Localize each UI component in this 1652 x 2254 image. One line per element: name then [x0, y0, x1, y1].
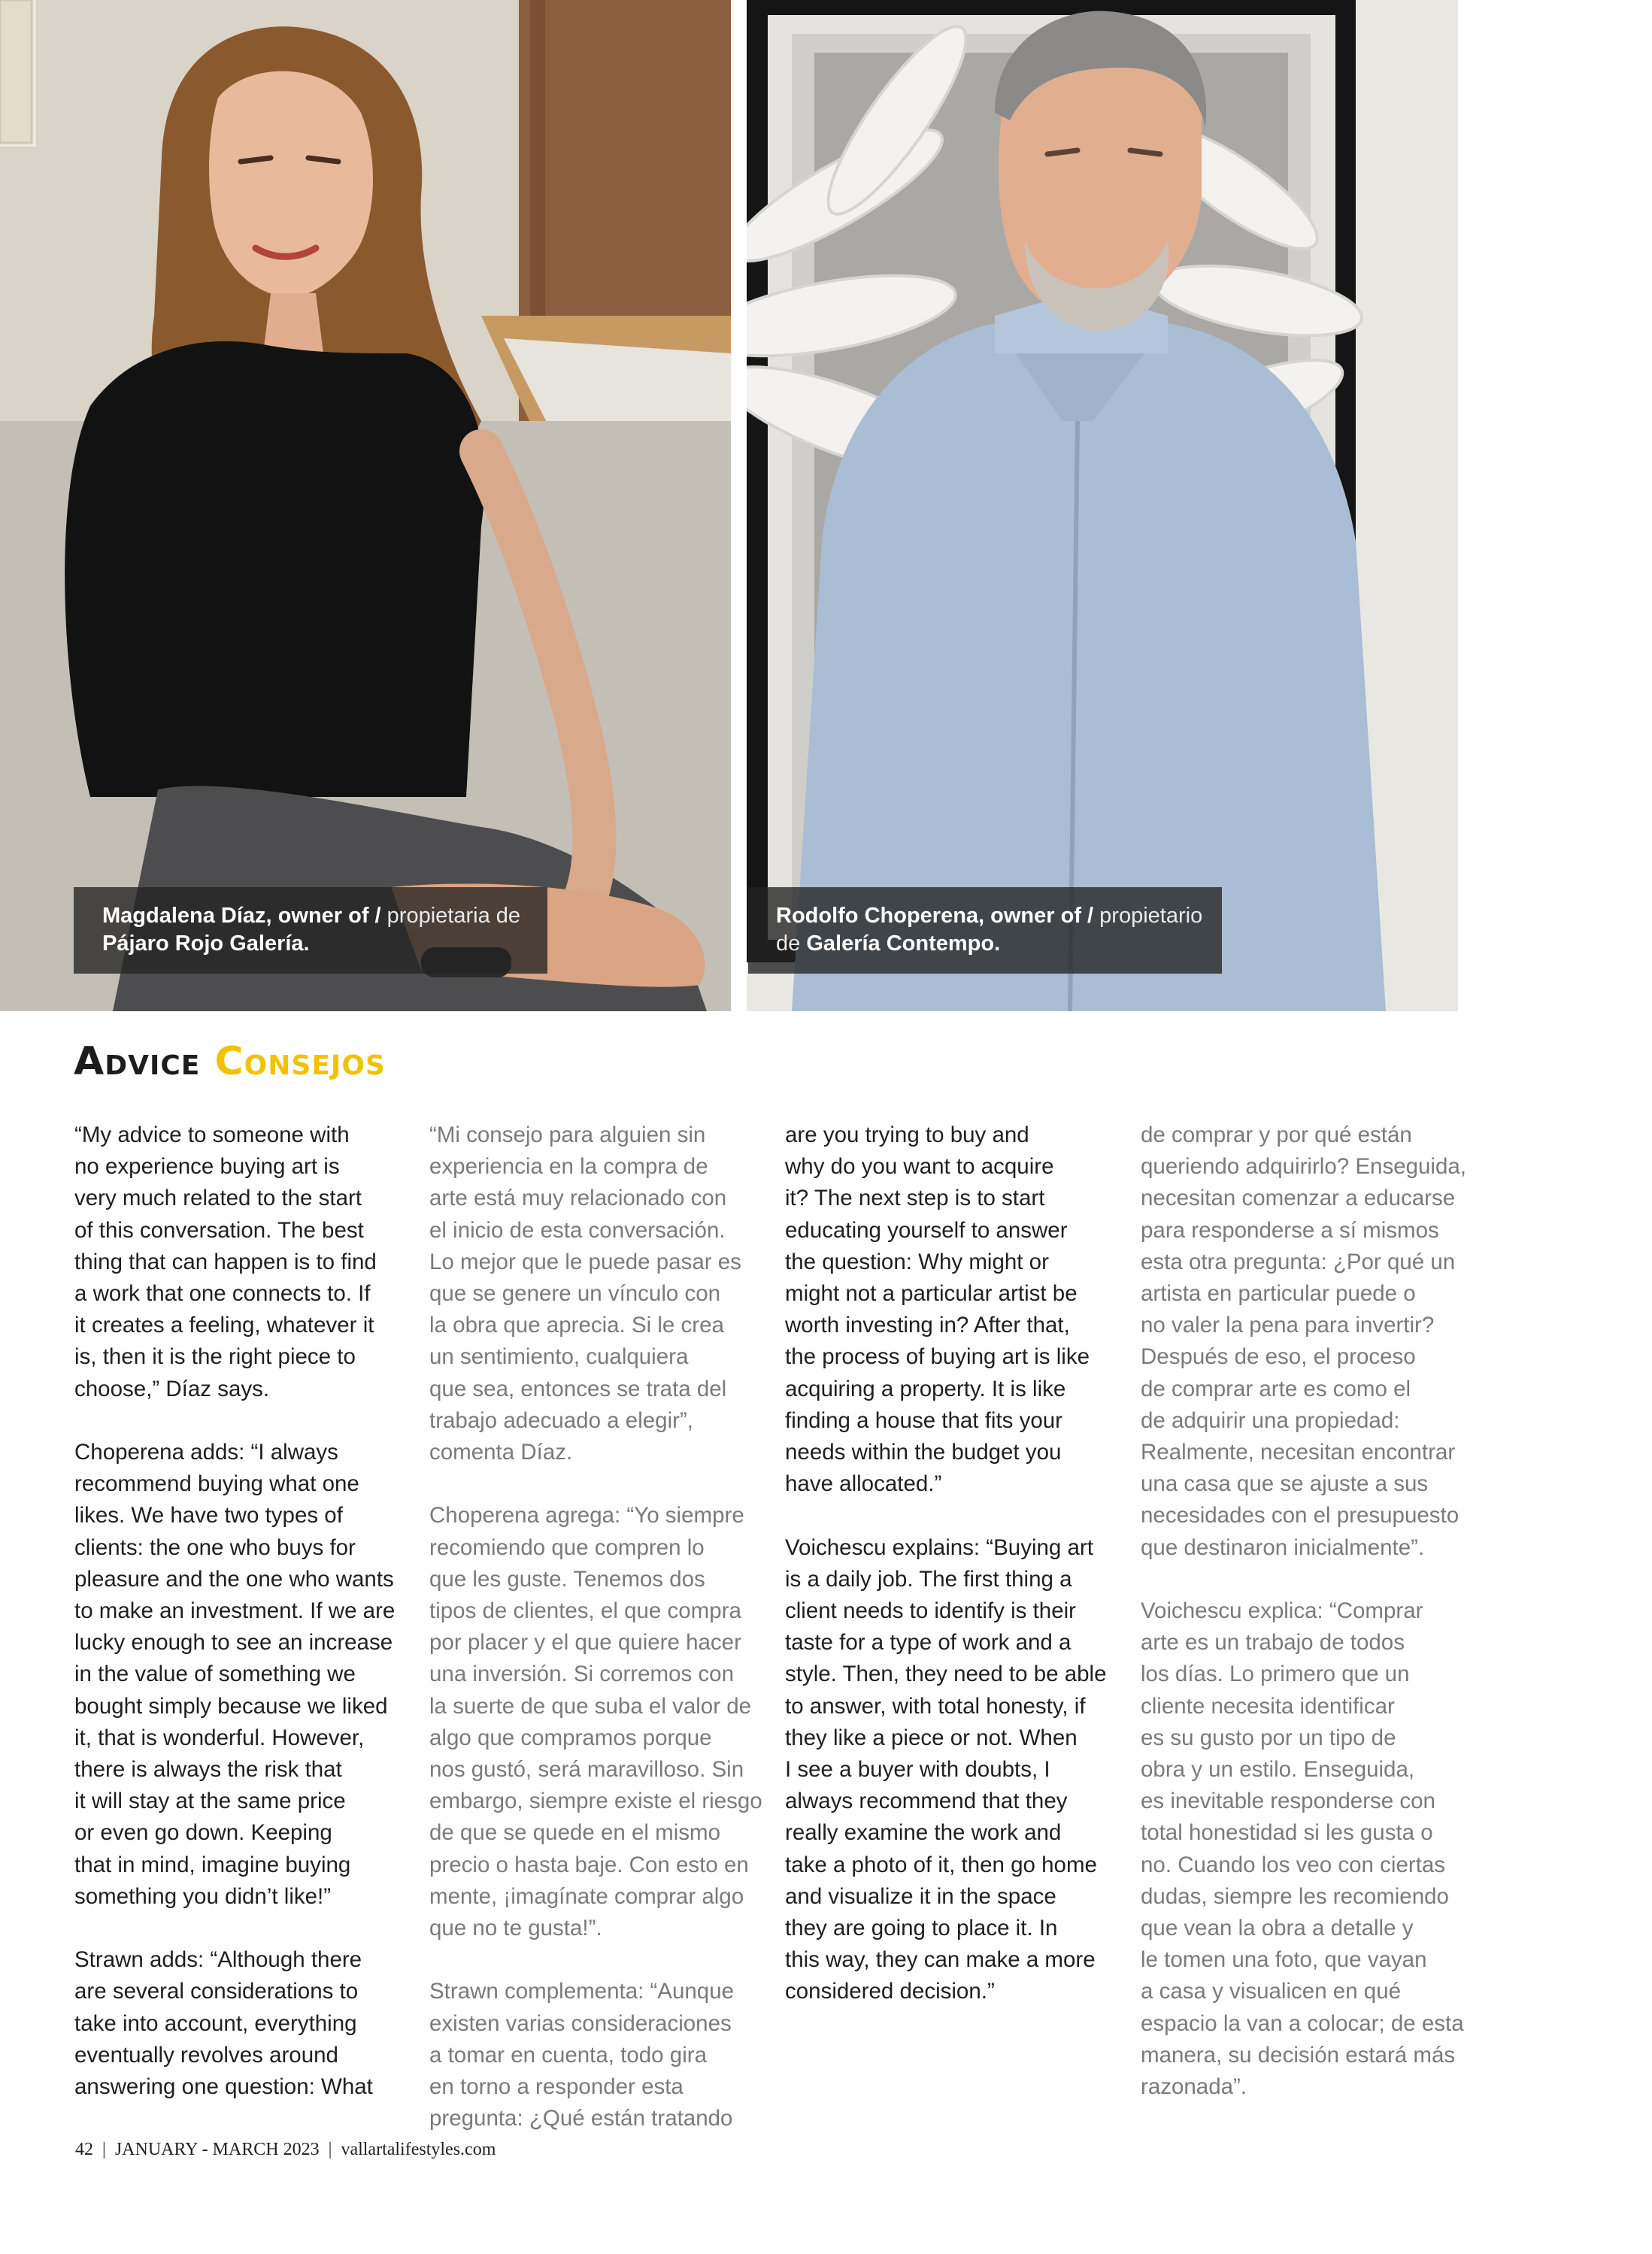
section-heading: [74, 1035, 386, 1088]
portrait-woman-illustration: [0, 0, 731, 1011]
photo-magdalena-diaz: [0, 0, 731, 1011]
footer-separator: |: [102, 2140, 106, 2159]
caption-right-es-prefix: de: [776, 932, 807, 956]
website-link[interactable]: vallartalifestyles.com: [341, 2140, 496, 2159]
article-column-2: “Mi consejo para alguien sin experiencia en la compra de arte está muy relacionado con el inicio de esta conversación. Lo mejor que le puede pasar es que se genere un vínculo con la obra que aprecia. Si le crea un sentimiento, cualquiera que sea, entonces se trata del trabajo adecuado a elegir”, comenta Díaz. Choperena agrega: “Yo siempre recomiendo que compren lo que les guste. Tenemos dos tipos de clientes, el que compra por placer y el que quiere hacer una inversión. Si corremos con la suerte de que suba el valor de algo que compramos porque nos gustó, será maravilloso. Sin embargo, siempre existe el riesgo de que se quede en el mismo precio o hasta baje. Con esto en mente, ¡imagínate comprar algo que no te gusta!”. Strawn complementa: “Aunque existen varias consideraciones a tomar en cuenta, todo gira en torno a responder esta pregunta: ¿Qué están tratando: [429, 1122, 762, 2131]
article-column-4: de comprar y por qué están queriendo adquirirlo? Enseguida, necesitan comenzar a educarse para responderse a sí mismos esta otra pregunta: ¿Por qué un artista en particular puede o no valer la pena para invertir? Después de eso, el proceso de comprar arte es como el de adquirir una propiedad: Realmente, necesitan encontrar una casa que se ajuste a sus necesidades con el presupuesto que destinaron inicialmente”. Voichescu explica: “Comprar arte es un trabajo de todos los días. Lo primero que un cliente necesita identificar es su gusto por un tipo de obra y un estilo. Enseguida, es inevitable responderse con total honestidad si les gusta o no. Cuando los veo con ciertas dudas, siempre les recomiendo que vean la obra a detalle y le tomen una foto, que vayan a casa y visualicen en qué espacio la van a colocar; de esta manera, su decisión estará más razonada”.: [1141, 1122, 1466, 2100]
page-number: 42: [75, 2140, 93, 2159]
page-footer: [75, 2140, 496, 2160]
caption-left-es: propietaria de: [386, 904, 521, 928]
footer-separator: |: [328, 2140, 332, 2159]
issue-date: JANUARY - MARCH 2023: [114, 2140, 320, 2159]
article-column-3: are you trying to buy and why do you want to acquire it? The next step is to start educating yourself to answer the question: Why might or might not a particular artist be worth investing in? After that, the process of buying art is like acquiring a property. It is like finding a house that fits your needs within the budget you have allocated.” Voichescu explains: “Buying art is a daily job. The first thing a client needs to identify is their taste for a type of work and a style. Then, they need to be able to answer, with total honesty, if they like a piece or not. When I see a buyer with doubts, I always recommend that they really examine the work and take a photo of it, then go home and visualize it in the space they are going to place it. In this way, they can make a more considered decision.”: [785, 1122, 1107, 2004]
caption-right-es: propietario: [1099, 904, 1203, 928]
article-column-1: “My advice to someone with no experience buying art is very much related to the start of this conversation. The best thing that can happen is to find a work that one connects to. If it creates a feeling, whatever it is, then it is the right piece to choose,” Díaz says. Choperena adds: “I always recommend buying what one likes. We have two types of clients: the one who buys for pleasure and the one who wants to make an investment. If we are lucky enough to see an increase in the value of something we bought simply because we liked it, that is wonderful. However, there is always the risk that it will stay at the same price or even go down. Keeping that in mind, imagine buying something you didn’t like!” Strawn adds: “Although there are several considerations to take into account, everything eventually revolves around answering one question: What: [74, 1122, 396, 2100]
heading-english: Advice: [74, 1039, 201, 1084]
caption-right: [748, 887, 1222, 974]
heading-spanish: Consejos: [214, 1039, 386, 1084]
caption-left-gallery: Pájaro Rojo Galería.: [102, 932, 310, 956]
caption-right-name: Rodolfo Choperena, owner of /: [776, 904, 1100, 928]
caption-left: [74, 887, 547, 974]
caption-right-gallery: Galería Contempo.: [806, 932, 1001, 956]
caption-left-name: Magdalena Díaz, owner of /: [102, 904, 387, 928]
photo-rodolfo-choperena: [747, 0, 1458, 1011]
portrait-man-illustration: [747, 0, 1458, 1011]
